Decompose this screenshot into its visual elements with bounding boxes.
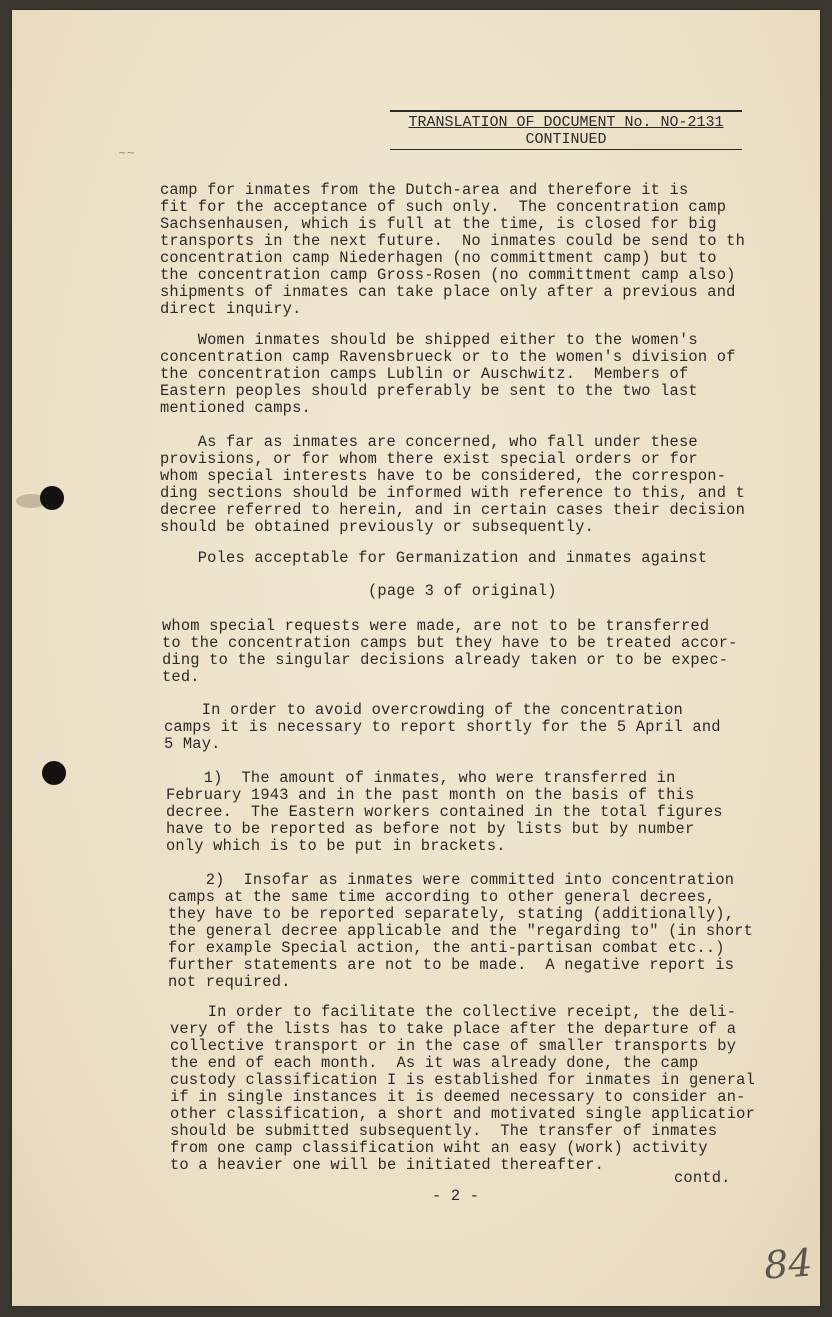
- page-number: - 2 -: [432, 1187, 480, 1205]
- punch-hole-upper: [40, 486, 64, 510]
- paragraph-4: Poles acceptable for Germanization and inmates against: [160, 549, 708, 567]
- paragraph-8: 2) Insofar as inmates were committed into concentration camps at the same time according to other general decrees, they have to be reported separately, stating (additionally), the general decree applicable and the "regarding to" (in short for example Special action, the anti-partisan combat etc..) further statements are not to be made. A negative report is not required.: [168, 871, 754, 991]
- document-page: [12, 10, 820, 1306]
- handwritten-page-number: 84: [762, 1240, 814, 1288]
- punch-hole-lower: [42, 761, 66, 785]
- header-bottom-rule: [390, 149, 742, 150]
- paragraph-9: In order to facilitate the collective receipt, the deli- very of the lists has to take place after the departure of a collective transport or in the case of smaller transports by the end of each month. As it was already done, the camp custody classification I is established for inmates in general if in single instances it is deemed necessary to consider an- other classification, a short and motivated single applicatior should be submitted subsequently. The transfer of inmates from one camp classification wiht an easy (work) activity to a heavier one will be initiated thereafter.: [170, 1003, 756, 1174]
- document-header: [390, 110, 742, 150]
- page-reference: (page 3 of original): [368, 582, 557, 600]
- continued-marker: contd.: [674, 1169, 731, 1187]
- pencil-mark: ~~: [118, 148, 135, 159]
- document-title: TRANSLATION OF DOCUMENT No. NO-2131: [408, 114, 724, 131]
- document-subtitle: CONTINUED: [525, 131, 607, 148]
- paragraph-5: whom special requests were made, are not to be transferred to the concentration camps but they have to be treated accor- ding to the singular decisions already taken or to be expec- ted.: [162, 617, 738, 686]
- paragraph-2: Women inmates should be shipped either to the women's concentration camp Ravensbrueck or to the women's division of the concentration camps Lublin or Auschwitz. Members of Eastern peoples should preferably be sent to the two last mentioned camps.: [160, 331, 736, 417]
- header-top-rule: [390, 110, 742, 112]
- paragraph-3: As far as inmates are concerned, who fall under these provisions, or for whom there exist special orders or for whom special interests have to be considered, the correspon- ding sections should be informed with reference to this, and t decree referred to herein, and in certain cases their decision should be obtained previously or subsequently.: [160, 433, 746, 536]
- paragraph-6: In order to avoid overcrowding of the concentration camps it is necessary to report shortly for the 5 April and 5 May.: [164, 701, 721, 753]
- paragraph-1: camp for inmates from the Dutch-area and therefore it is fit for the acceptance of such only. The concentration camp Sachsenhausen, which is full at the time, is closed for big transports in the next future. No inmates could be send to th concentration camp Niederhagen (no committment camp) but to the concentration camp Gross-Rosen (no committment camp also) shipments of inmates can take place only after a previous and direct inquiry.: [160, 181, 746, 318]
- paragraph-7: 1) The amount of inmates, who were transferred in February 1943 and in the past month on the basis of this decree. The Eastern workers contained in the total figures have to be reported as before not by lists but by number only which is to be put in brackets.: [166, 769, 723, 855]
